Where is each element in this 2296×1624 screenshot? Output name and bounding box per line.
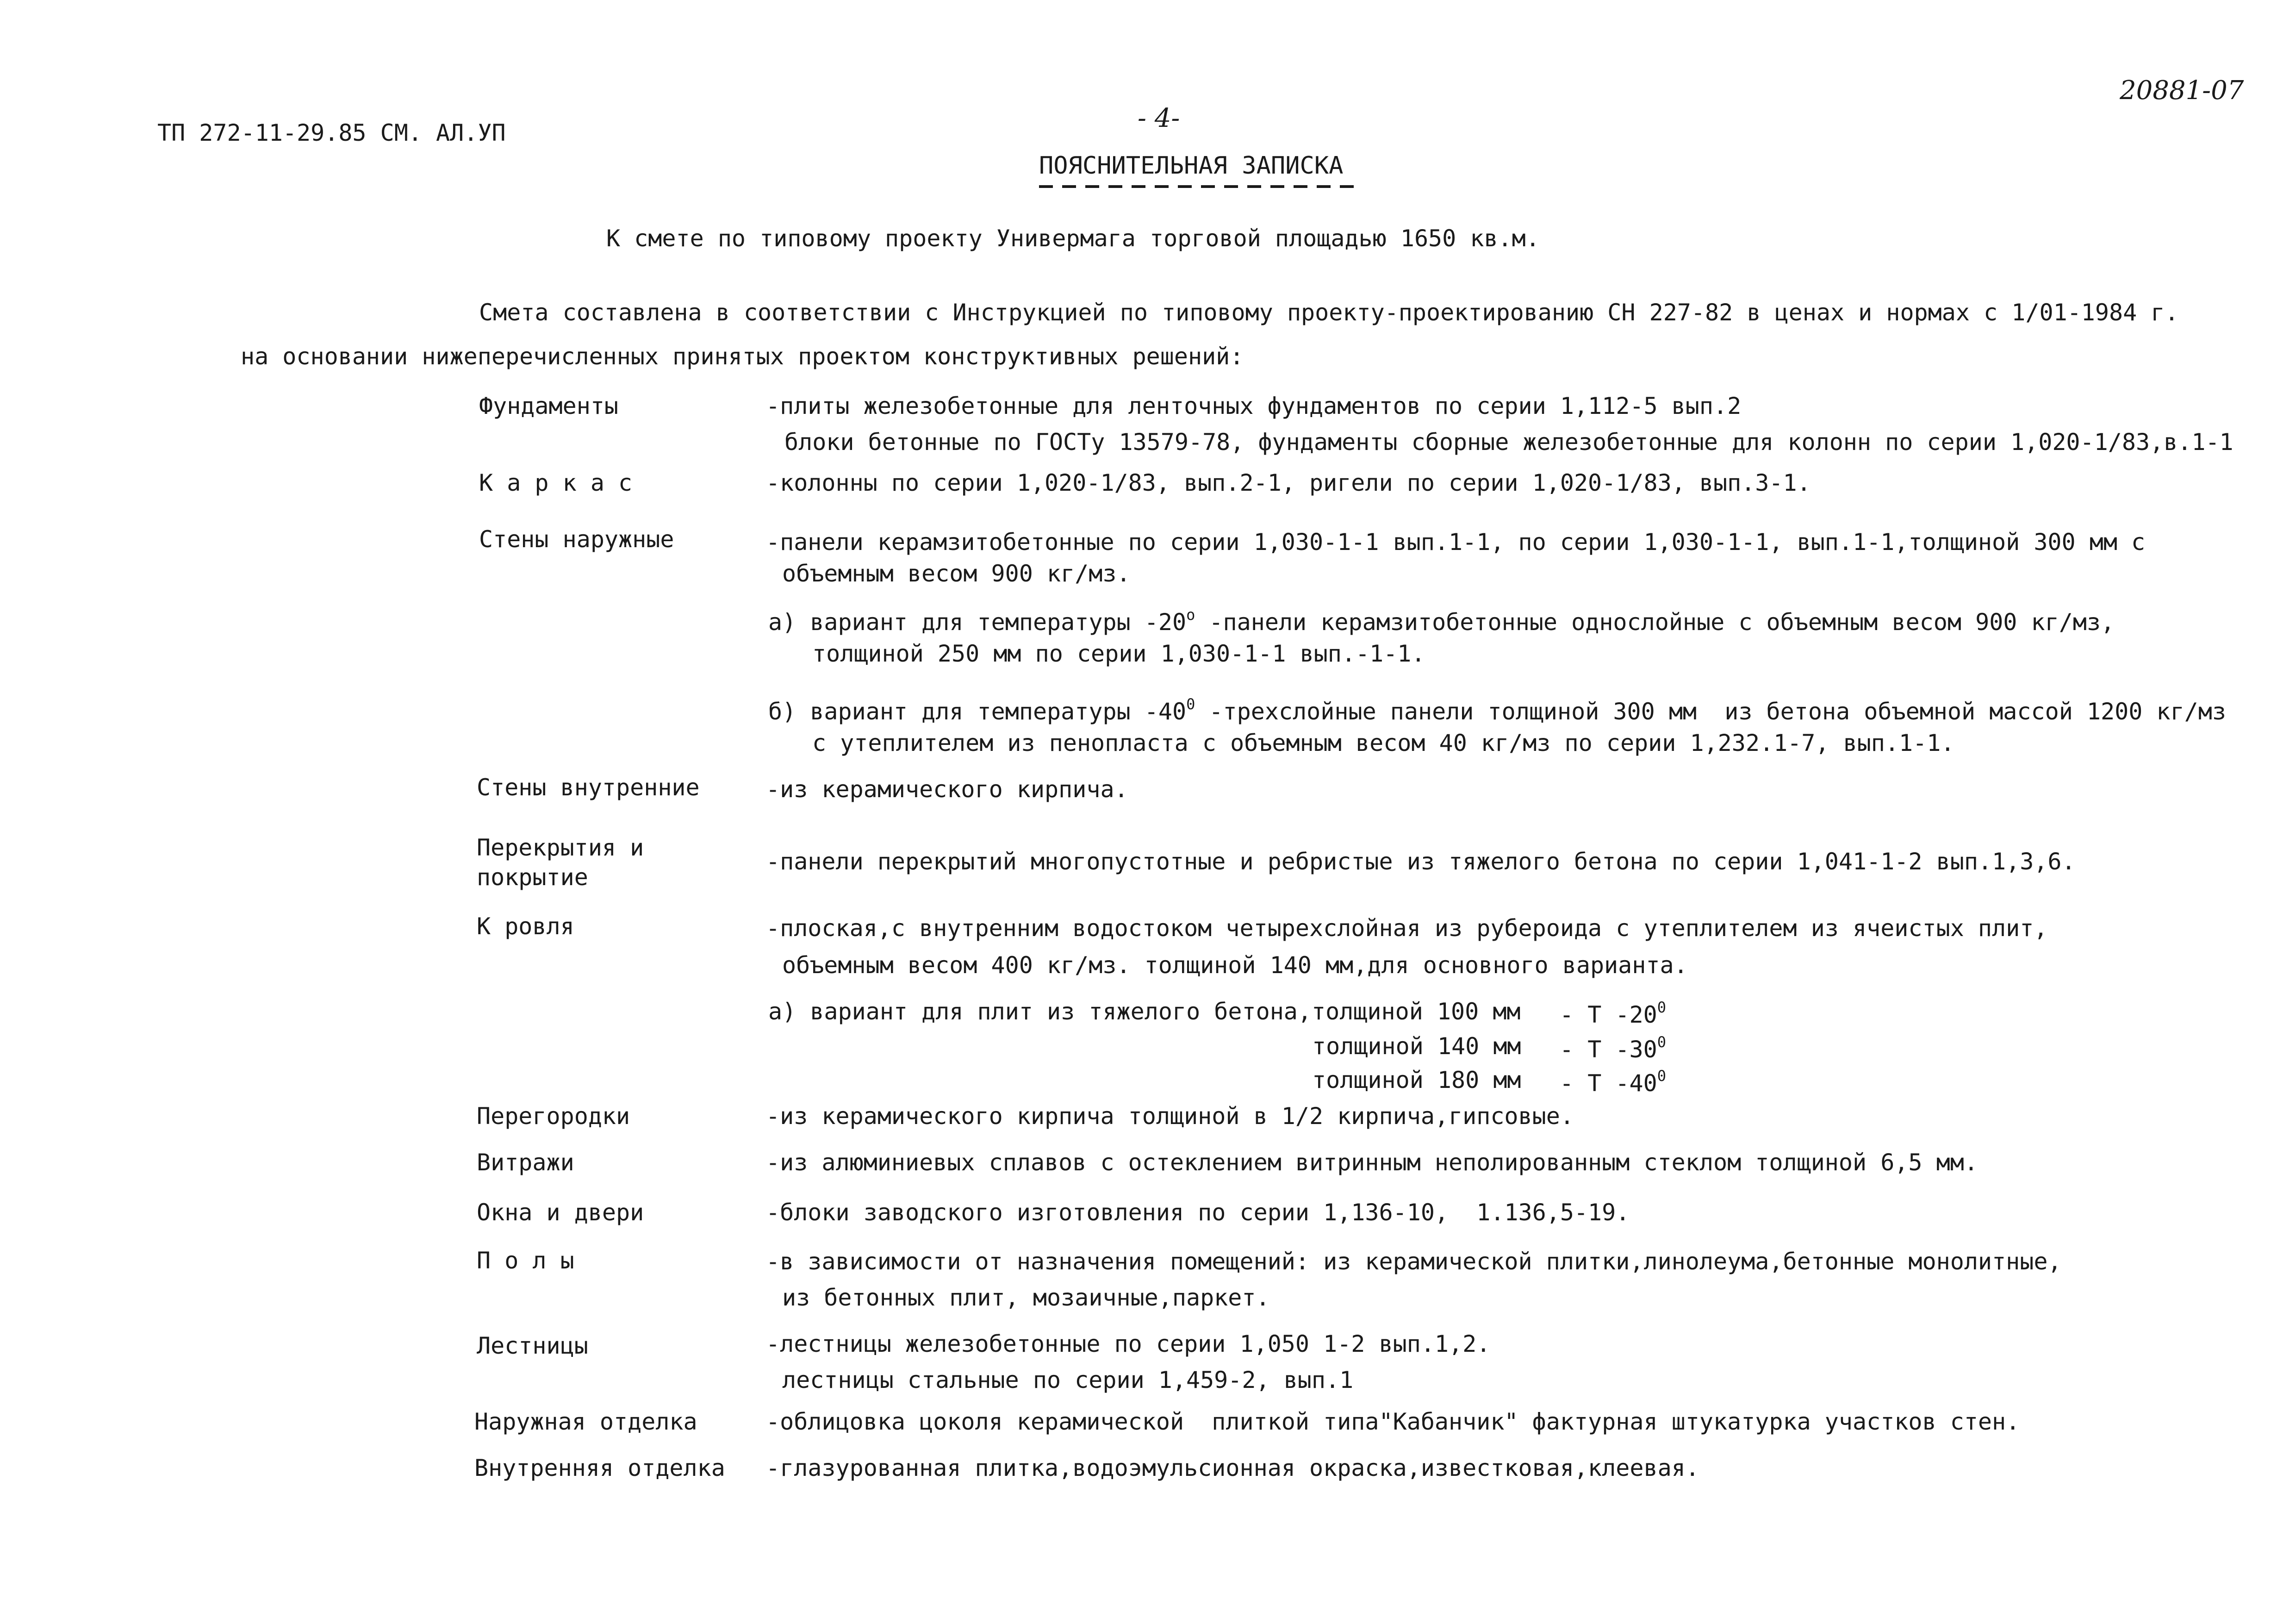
item-label-foundations: Фундаменты	[479, 393, 619, 419]
item-label-inner-walls: Стены внутренние	[477, 774, 700, 801]
title-underline	[1039, 185, 1363, 188]
item-label-partitions: Перегородки	[477, 1103, 630, 1130]
roofing-line2: объемным весом 400 кг/мз. толщиной 140 мм,для основного варианта.	[782, 952, 1688, 979]
item-label-stairs: Лестницы	[477, 1332, 588, 1359]
item-label-floors: П о л ы	[477, 1247, 574, 1274]
outer-walls-variant-b-line2: с утеплителем из пенопласта с объемным весом 40 кг/мз по серии 1,232.1-7, вып.1-1.	[812, 730, 1955, 756]
partitions-line1: -из керамического кирпича толщиной в 1/2 кирпича,гипсовые.	[766, 1103, 1574, 1130]
item-label-frame: К а р к а с	[479, 469, 633, 496]
item-label-floors-roofs-2: покрытие	[477, 864, 588, 891]
windows-doors-line1: -блоки заводского изготовления по серии 1,136-10, 1.136,5-19.	[766, 1199, 1630, 1226]
outer-walls-variant-b-line1: б) вариант для температуры $-40^0$ -трехслойные панели толщиной 300 мм из бетона объемной массой 1200 кг/мз	[768, 695, 2226, 725]
floors-line2: из бетонных плит, мозаичные,паркет.	[782, 1284, 1270, 1311]
item-label-interior-finish: Внутренняя отделка	[474, 1455, 725, 1481]
roofing-variant-3-temp: - Т $-40^0$	[1560, 1067, 1666, 1097]
item-label-roofing: К ровля	[477, 913, 574, 940]
inner-walls-line1: -из керамического кирпича.	[766, 776, 1128, 803]
item-label-stained-glass: Витражи	[477, 1149, 574, 1176]
floors-line1: -в зависимости от назначения помещений: из керамической плитки,линолеума,бетонные монолитные,	[766, 1248, 2062, 1275]
subject-line: К смете по типовому проекту Универмага торговой площадью 1650 кв.м.	[606, 225, 1540, 252]
roofing-line1: -плоская,с внутренним водостоком четырехслойная из рубероида с утеплителем из ячеистых плит,	[766, 915, 2048, 942]
stairs-line1: -лестницы железобетонные по серии 1,050 1-2 вып.1,2.	[766, 1330, 1491, 1357]
roofing-variant-1: а) вариант для плит из тяжелого бетона,толщиной 100 мм	[768, 998, 1521, 1025]
stained-glass-line1: -из алюминиевых сплавов с остеклением витринным неполированным стеклом толщиной 6,5 мм.	[766, 1149, 1978, 1176]
stairs-line2: лестницы стальные по серии 1,459-2, вып.1	[782, 1367, 1354, 1393]
intro-paragraph-line1: Смета составлена в соответствии с Инструкцией по типовому проекту-проектированию СН 227-82 в ценах и нормах с 1/01-1984 г.	[479, 299, 2179, 326]
inventory-number: 20881-07	[2120, 75, 2244, 106]
item-label-exterior-finish: Наружная отделка	[474, 1408, 697, 1435]
roofing-variant-2: толщиной 140 мм	[1312, 1033, 1521, 1060]
page-title: ПОЯСНИТЕЛЬНАЯ ЗАПИСКА	[1039, 152, 1344, 180]
item-label-windows-doors: Окна и двери	[477, 1199, 644, 1226]
frame-line1: -колонны по серии 1,020-1/83, вып.2-1, ригели по серии 1,020-1/83, вып.3-1.	[766, 469, 1811, 496]
outer-walls-variant-a-line2: толщиной 250 мм по серии 1,030-1-1 вып.-1-1.	[812, 640, 1425, 667]
foundations-line2: блоки бетонные по ГОСТу 13579-78, фундаменты сборные железобетонные для колонн по серии 1,020-1/83,в.1-1	[784, 429, 2234, 456]
item-label-outer-walls: Стены наружные	[479, 526, 674, 553]
exterior-finish-line1: -облицовка цоколя керамической плиткой типа"Кабанчик" фактурная штукатурка участков стен.	[766, 1408, 2020, 1435]
floors-roofs-line1: -панели перекрытий многопустотные и ребристые из тяжелого бетона по серии 1,041-1-2 вып.1,3,6.	[766, 848, 2076, 875]
item-label-floors-roofs-1: Перекрытия и	[477, 834, 644, 861]
outer-walls-line2: объемным весом 900 кг/мз.	[782, 560, 1131, 587]
roofing-variant-3: толщиной 180 мм	[1312, 1067, 1521, 1093]
intro-paragraph-line2: на основании нижеперечисленных принятых проектом конструктивных решений:	[241, 343, 1244, 370]
doc-code: ТП 272-11-29.85 СМ. АЛ.УП	[157, 119, 506, 146]
outer-walls-variant-a-line1: а) вариант для температуры $-20^о$ -панели керамзитобетонные однослойные с объемным весом 900 кг/мз,	[768, 606, 2115, 636]
page-marker: - 4-	[1138, 103, 1180, 133]
outer-walls-line1: -панели керамзитобетонные по серии 1,030-1-1 вып.1-1, по серии 1,030-1-1, вып.1-1,толщиной 300 мм с	[766, 529, 2146, 556]
interior-finish-line1: -глазурованная плитка,водоэмульсионная окраска,известковая,клеевая.	[766, 1455, 1699, 1481]
roofing-variant-1-temp: - Т $-20^0$	[1560, 999, 1666, 1028]
roofing-variant-2-temp: - Т $-30^0$	[1560, 1033, 1666, 1063]
foundations-line1: -плиты железобетонные для ленточных фундаментов по серии 1,112-5 вып.2	[766, 393, 1742, 419]
